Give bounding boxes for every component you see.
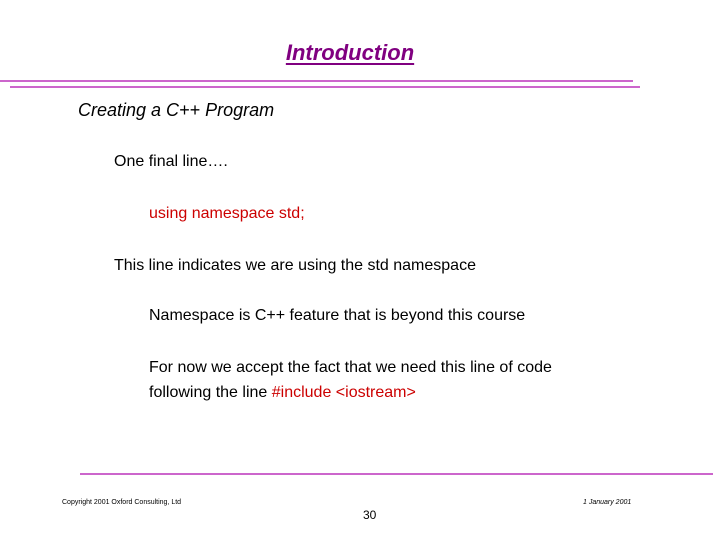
footer-divider — [80, 473, 713, 475]
bullet-namespace-feature: Namespace is C++ feature that is beyond this course — [149, 307, 526, 324]
bullet-accept-line-1: For now we accept the fact that we need this line of code — [149, 359, 552, 376]
footer-date: 1 January 2001 — [583, 499, 632, 506]
page-number: 30 — [363, 508, 377, 522]
slide-title: Introduction — [285, 40, 415, 65]
bullet-accept-prefix: following the line — [149, 384, 272, 401]
text-line-one-final-line: One final line…. — [114, 153, 228, 170]
code-include-iostream: #include <iostream> — [271, 384, 416, 401]
text-line-std-namespace: This line indicates we are using the std namespace — [114, 257, 476, 274]
footer-copyright: Copyright 2001 Oxford Consulting, Ltd — [62, 499, 182, 506]
code-using-namespace: using namespace std; — [149, 205, 305, 222]
bullet-accept-line-2 — [149, 384, 416, 402]
slide-subtitle: Creating a C++ Program — [78, 100, 275, 120]
